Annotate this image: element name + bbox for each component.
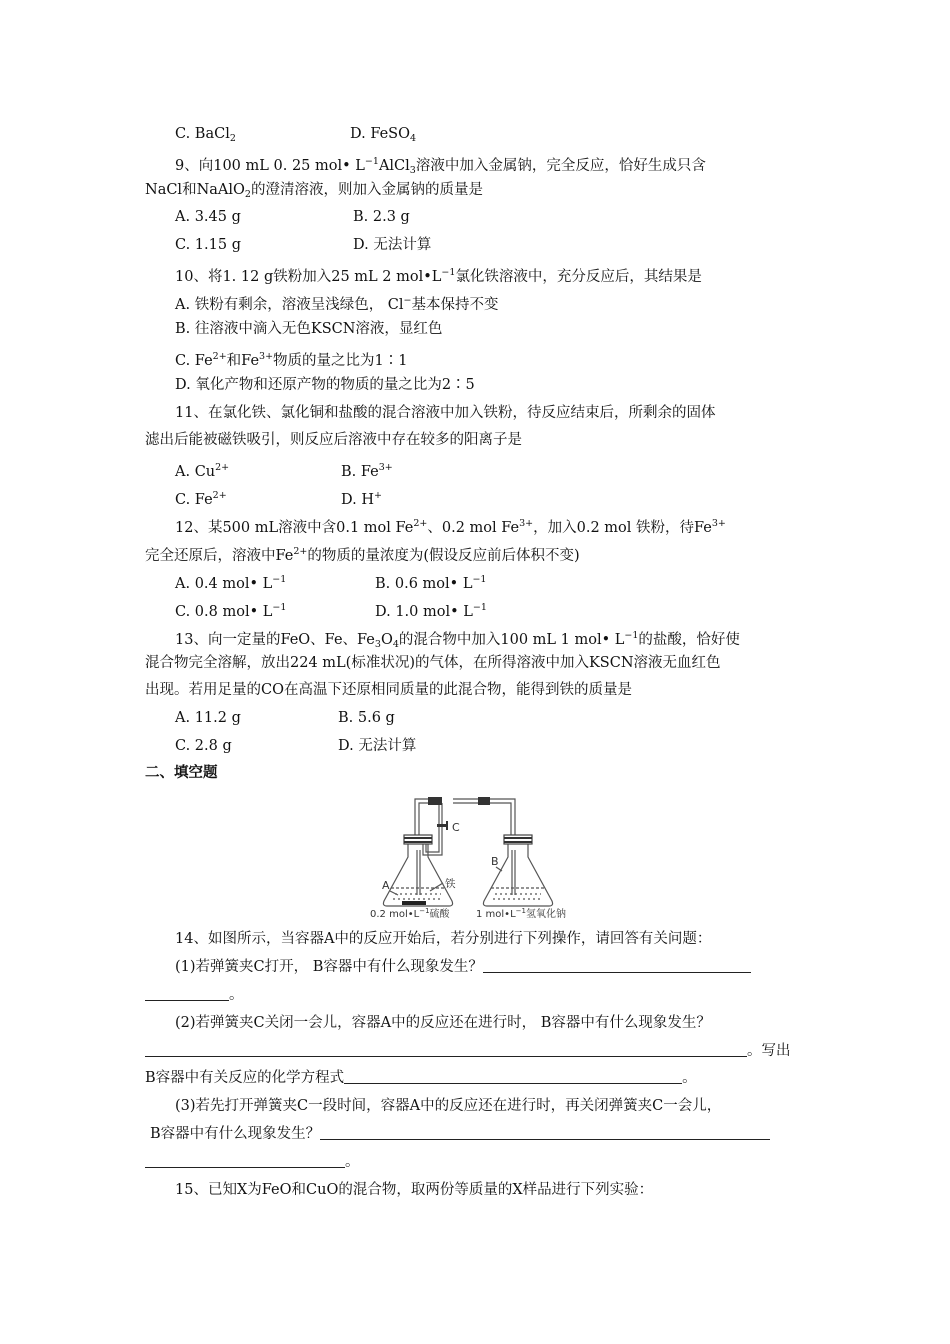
q9-stem-line1: 9、向100 mL 0. 25 mol• $L^{-1}AlCl_3$溶液中加入金属钠，完全反应，恰好生成只含 xyxy=(175,156,706,176)
q12-options-ab xyxy=(175,570,486,594)
q15-stem: 15、已知X为FeO和CuO的混合物，取两份等质量的X样品进行下列实验： xyxy=(175,1182,654,1198)
answer-blank-1b[interactable] xyxy=(145,986,229,1001)
q8-options: C. BaCl$_2$ D. FeSO$_4$ xyxy=(175,126,417,144)
q11-options-ab xyxy=(175,458,393,482)
q13-option-c: C. 2.8 g xyxy=(175,738,232,754)
q10-option-d: D. 氧化产物和还原产物的物质的量之比为2∶5 xyxy=(175,377,475,393)
q14-part2-cont: 。写出 xyxy=(145,1041,791,1061)
q14-part2-equation: B容器中有关反应的化学方程式 。 xyxy=(145,1070,697,1086)
q14-part3: (3)若先打开弹簧夹C一段时间，容器A中的反应还在进行时，再关闭弹簧夹C一会儿， xyxy=(175,1098,722,1114)
q9-option-a: A. 3.45 g xyxy=(175,209,241,225)
q9-option-c: C. 1.15 g xyxy=(175,237,241,253)
q14-part1-cont: 。 xyxy=(145,985,244,1005)
q12-option-d: D. 1.0 mol• $L^{-1}$ xyxy=(375,602,487,620)
q9-options-cd xyxy=(175,235,431,255)
q13-option-b: B. 5.6 g xyxy=(338,710,395,726)
label-iron: 铁 xyxy=(445,878,456,890)
answer-blank-3a[interactable] xyxy=(320,1125,770,1140)
q13-stem-line1: 13、向一定量的FeO、Fe、$Fe_3O_4$的混合物中加入100 mL 1 mol• $L^{-1}$的盐酸，恰好使 xyxy=(175,630,740,650)
q11-option-b: B. $Fe^{3+}$ xyxy=(341,462,393,480)
q14-part1: (1)若弹簧夹C打开， B容器中有什么现象发生？ xyxy=(175,957,751,977)
q13-stem-line2: 混合物完全溶解，放出224 mL(标准状况)的气体，在所得溶液中加入KSCN溶液无血红色 xyxy=(145,655,721,671)
q14-part3-end: 。 xyxy=(145,1152,360,1172)
q13-stem-line3: 出现。若用足量的CO在高温下还原相同质量的此混合物，能得到铁的质量是 xyxy=(145,682,632,698)
q11-option-a: A. $Cu^{2+}$ xyxy=(175,462,230,480)
q13-options-ab xyxy=(175,708,395,728)
q9-stem-line2: NaCl和NaAlO$_2$的澄清溶液，则加入金属钠的质量是 xyxy=(145,182,483,200)
q10-option-b: B. 往溶液中滴入无色KSCN溶液，显红色 xyxy=(175,321,443,337)
section-heading-fill-in: 二、填空题 xyxy=(145,765,218,781)
label-container-a: A xyxy=(382,879,390,892)
q11-stem-line1: 11、在氯化铁、氯化铜和盐酸的混合溶液中加入铁粉，待反应结束后，所剩余的固体 xyxy=(175,405,716,421)
q9-option-d: D. 无法计算 xyxy=(353,237,432,253)
answer-blank-3b[interactable] xyxy=(145,1153,345,1168)
q12-options-cd xyxy=(175,598,487,622)
q10-option-c: C. $Fe^{2+}$和$Fe^{3+}$物质的量之比为1∶1 xyxy=(175,351,408,369)
q12-option-a: A. 0.4 mol• $L^{-1}$ xyxy=(175,574,287,592)
caption-sodium-hydroxide: 1 $mol•L^{-1}$氢氧化钠 xyxy=(476,907,566,920)
q12-option-c: C. 0.8 mol• $L^{-1}$ xyxy=(175,602,287,620)
q14-part3-cont: B容器中有什么现象发生？ xyxy=(150,1124,770,1144)
q9-option-b: B. 2.3 g xyxy=(353,209,410,225)
answer-blank-1a[interactable] xyxy=(483,958,751,973)
q9-options-ab xyxy=(175,207,410,227)
caption-sulfuric-acid: 0.2 $mol•L^{-1}$硫酸 xyxy=(370,907,450,920)
q14-part2: (2)若弹簧夹C关闭一会儿，容器A中的反应还在进行时， B容器中有什么现象发生？ xyxy=(175,1015,711,1031)
q11-options-cd xyxy=(175,486,382,510)
q10-stem: 10、将1. 12 g铁粉加入25 mL 2 $mol•L^{-1}$氯化铁溶液中，充分反应后，其结果是 xyxy=(175,267,702,285)
q14-stem: 14、如图所示，当容器A中的反应开始后，若分别进行下列操作，请回答有关问题： xyxy=(175,931,712,947)
q13-options-cd xyxy=(175,736,416,756)
label-clip-c: C xyxy=(452,821,460,834)
q13-option-a: A. 11.2 g xyxy=(175,710,241,726)
q11-option-d: D. H+ xyxy=(341,490,382,508)
q12-option-b: B. 0.6 mol• $L^{-1}$ xyxy=(375,574,487,592)
apparatus-figure xyxy=(368,795,583,920)
q12-stem-line2: 完全还原后，溶液中$Fe^{2+}$的物质的量浓度为(假设反应前后体积不变) xyxy=(145,546,580,564)
label-container-b: B xyxy=(491,855,499,868)
q11-stem-line2: 滤出后能被磁铁吸引，则反应后溶液中存在较多的阳离子是 xyxy=(145,432,522,448)
answer-blank-2b[interactable] xyxy=(344,1069,682,1084)
q10-option-a: A. 铁粉有剩余，溶液呈浅绿色， Cl−基本保持不变 xyxy=(175,295,499,313)
answer-blank-2a[interactable] xyxy=(145,1042,747,1057)
q12-stem-line1: 12、某500 mL溶液中含0.1 mol $Fe^{2+}$、0.2 mol $Fe^{3+}$，加入0.2 mol 铁粉，待$Fe^{3+}$ xyxy=(175,518,726,536)
q11-option-c: C. $Fe^{2+}$ xyxy=(175,490,227,508)
q13-option-d: D. 无法计算 xyxy=(338,738,417,754)
